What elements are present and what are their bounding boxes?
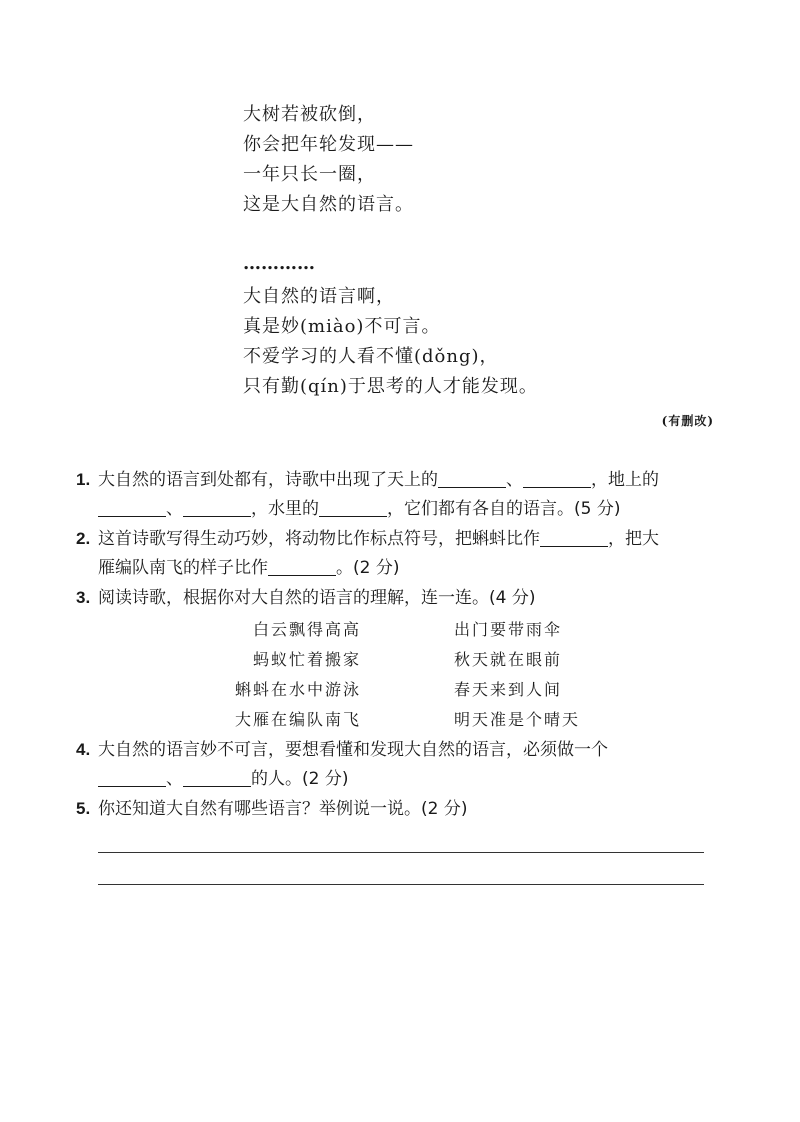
match-left-item[interactable]: 蝌蚪在水中游泳 — [234, 680, 361, 699]
question-list — [76, 465, 726, 824]
match-right-item[interactable]: 秋天就在眼前 — [454, 650, 563, 669]
question-text: 雁编队南飞的样子比作 — [98, 558, 268, 578]
question-text: 这首诗歌写得生动巧妙，将动物比作标点符号，把蝌蚪比作 — [98, 529, 540, 549]
question-text: 的人。(2 分) — [251, 769, 349, 789]
poem-line: 你会把年轮发现—— — [243, 134, 414, 155]
match-right-item[interactable]: 明天准是个晴天 — [454, 710, 581, 729]
match-left-item[interactable]: 大雁在编队南飞 — [234, 710, 361, 729]
poem-line: 一年只长一圈， — [243, 164, 376, 185]
question-number: 3. — [76, 588, 91, 607]
poem-ellipsis: ………… — [243, 253, 315, 274]
answer-blank[interactable] — [540, 528, 608, 547]
poem — [243, 100, 623, 402]
matching-exercise — [76, 615, 726, 735]
answer-blank[interactable] — [523, 469, 591, 488]
question-number: 2. — [76, 529, 91, 548]
poem-line: 只有勤(qín)于思考的人才能发现。 — [243, 376, 538, 397]
question-text: ，水里的 — [251, 499, 319, 519]
stanza-gap — [243, 220, 623, 252]
question-1-cont — [76, 495, 726, 524]
poem-line: 这是大自然的语言。 — [243, 194, 414, 215]
answer-blank[interactable] — [268, 557, 336, 576]
question-text: 大自然的语言到处都有，诗歌中出现了天上的 — [98, 470, 438, 490]
match-left-item[interactable]: 蚂蚁忙着搬家 — [252, 650, 361, 669]
question-1 — [76, 465, 726, 495]
question-4 — [76, 735, 726, 765]
separator: 、 — [166, 499, 183, 519]
question-3 — [76, 583, 726, 613]
answer-lines — [98, 852, 704, 885]
question-number: 4. — [76, 740, 91, 759]
answer-blank[interactable] — [183, 498, 251, 517]
answer-blank[interactable] — [98, 768, 166, 787]
poem-line: 不爱学习的人看不懂(dǒng)， — [243, 346, 499, 367]
answer-blank[interactable] — [183, 768, 251, 787]
poem-line: 真是妙(miào)不可言。 — [243, 316, 441, 337]
answer-blank[interactable] — [98, 498, 166, 517]
answer-line[interactable] — [98, 853, 704, 885]
question-text: ，它们都有各自的语言。(5 分) — [387, 499, 621, 519]
question-number: 1. — [76, 470, 91, 489]
question-text: ，地上的 — [591, 470, 659, 490]
poem-line: 大自然的语言啊， — [243, 286, 395, 307]
question-text: 你还知道大自然有哪些语言？举例说一说。(2 分) — [98, 799, 468, 819]
source-note: (有删改) — [661, 414, 714, 428]
question-text: 。(2 分) — [336, 558, 400, 578]
separator: 、 — [506, 470, 523, 490]
question-4-cont — [76, 765, 726, 794]
match-right-item[interactable]: 出门要带雨伞 — [454, 620, 563, 639]
question-number: 5. — [76, 799, 91, 818]
match-right-item[interactable]: 春天来到人间 — [454, 680, 563, 699]
answer-blank[interactable] — [319, 498, 387, 517]
question-2 — [76, 524, 726, 554]
question-2-cont — [76, 554, 726, 583]
match-right-column — [454, 615, 580, 735]
match-left-column — [235, 615, 361, 735]
answer-blank[interactable] — [438, 469, 506, 488]
question-text: 大自然的语言妙不可言，要想看懂和发现大自然的语言，必须做一个 — [98, 740, 608, 760]
question-5 — [76, 794, 726, 824]
poem-line: 大树若被砍倒， — [243, 104, 376, 125]
question-text: ，把大 — [608, 529, 659, 549]
separator: 、 — [166, 769, 183, 789]
question-text: 阅读诗歌，根据你对大自然的语言的理解，连一连。(4 分) — [98, 588, 536, 608]
match-left-item[interactable]: 白云飘得高高 — [252, 620, 361, 639]
